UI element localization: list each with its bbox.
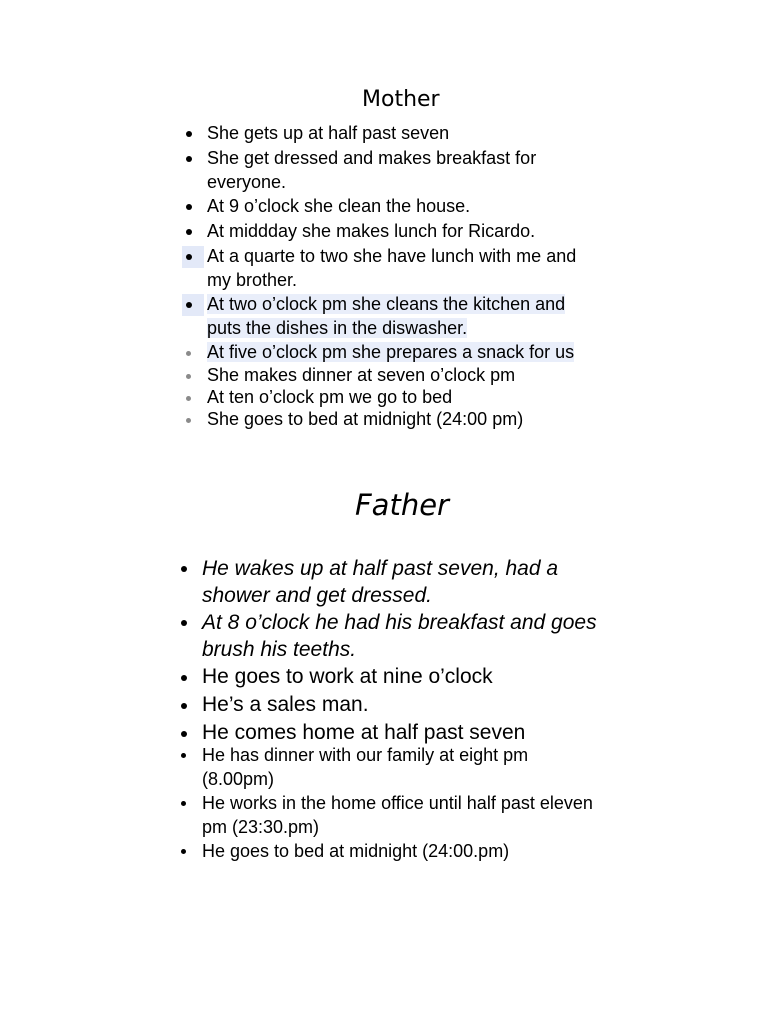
bullet-icon [181, 753, 186, 758]
bullet-icon [186, 156, 192, 162]
list-item-line: shower and get dressed. [202, 584, 432, 607]
list-item [177, 691, 677, 719]
bullet-icon [181, 620, 187, 626]
list-item [182, 244, 642, 292]
bullet-icon [186, 204, 192, 210]
list-item-text [182, 244, 576, 292]
list-item [182, 340, 642, 363]
list-item [177, 839, 677, 863]
list-item-text: He’s a sales man. [202, 693, 369, 716]
list-item-text: He goes to bed at midnight (24:00.pm) [202, 841, 510, 861]
list-item [182, 407, 642, 431]
list-item [182, 194, 642, 219]
list-item-text [182, 292, 565, 340]
list-item-line: At a quarte to two she have lunch with me and [207, 246, 577, 266]
list-item-text [177, 609, 597, 663]
list-item-text: He comes home at half past seven [202, 721, 526, 744]
bullet-icon [186, 396, 191, 401]
list-item-line: brush his teeths. [202, 638, 357, 661]
bullet-icon [186, 302, 192, 308]
list-item-text: She makes dinner at seven o’clock pm [207, 365, 516, 385]
list-item-text: She goes to bed at midnight (24:00 pm) [207, 409, 524, 429]
bullet-icon [186, 418, 191, 423]
list-item [177, 743, 677, 791]
bullet-icon [186, 229, 192, 235]
bullet-icon [181, 566, 187, 572]
list-item-line: everyone. [207, 172, 287, 192]
list-item-text: At ten o’clock pm we go to bed [207, 387, 453, 407]
list-item [182, 121, 642, 146]
bullet-icon [186, 131, 192, 137]
list-item-line: my brother. [207, 270, 298, 290]
bullet-icon [181, 731, 187, 737]
list-item-line: He has dinner with our family at eight pm [202, 745, 529, 765]
list-item-line: At 8 o’clock he had his breakfast and goes [202, 611, 597, 634]
list-item-line: She get dressed and makes breakfast for [207, 148, 537, 168]
list-item-text [177, 791, 593, 839]
list-item [182, 385, 642, 407]
list-item-line: At five o’clock pm she prepares a snack for us [207, 342, 575, 362]
list-item-text [182, 340, 574, 364]
father-activity-list [177, 555, 677, 863]
list-item-line: At two o’clock pm she cleans the kitchen and [207, 294, 566, 314]
list-item-line: puts the dishes in the diswasher. [207, 318, 468, 338]
list-item-text: At middday she makes lunch for Ricardo. [207, 221, 536, 241]
list-item-line: pm (23:30.pm) [202, 817, 320, 837]
father-heading: Father [355, 488, 449, 522]
list-item [177, 663, 677, 691]
list-item-line: He works in the home office until half past eleven [202, 793, 593, 813]
bullet-icon [186, 374, 191, 379]
list-item-text: At 9 o’clock she clean the house. [207, 196, 471, 216]
bullet-icon [186, 254, 192, 260]
list-item [182, 363, 642, 385]
list-item-line: (8.00pm) [202, 769, 275, 789]
list-item [182, 292, 642, 340]
list-item-text: He goes to work at nine o’clock [202, 665, 493, 688]
list-item-text [177, 743, 528, 791]
list-item [177, 791, 677, 839]
mother-activity-list [182, 121, 642, 431]
list-item [182, 219, 642, 244]
bullet-icon [181, 703, 187, 709]
list-item [177, 609, 677, 663]
list-item [177, 719, 677, 743]
list-item-text [177, 555, 558, 609]
list-item-text [182, 146, 536, 194]
list-item-text: She gets up at half past seven [207, 123, 450, 143]
list-item [177, 555, 677, 609]
list-item-line: He wakes up at half past seven, had a [202, 557, 559, 580]
list-item [182, 146, 642, 194]
bullet-icon [186, 351, 191, 356]
bullet-icon [181, 675, 187, 681]
bullet-icon [181, 801, 186, 806]
bullet-icon [181, 849, 186, 854]
mother-heading: Mother [362, 87, 440, 112]
